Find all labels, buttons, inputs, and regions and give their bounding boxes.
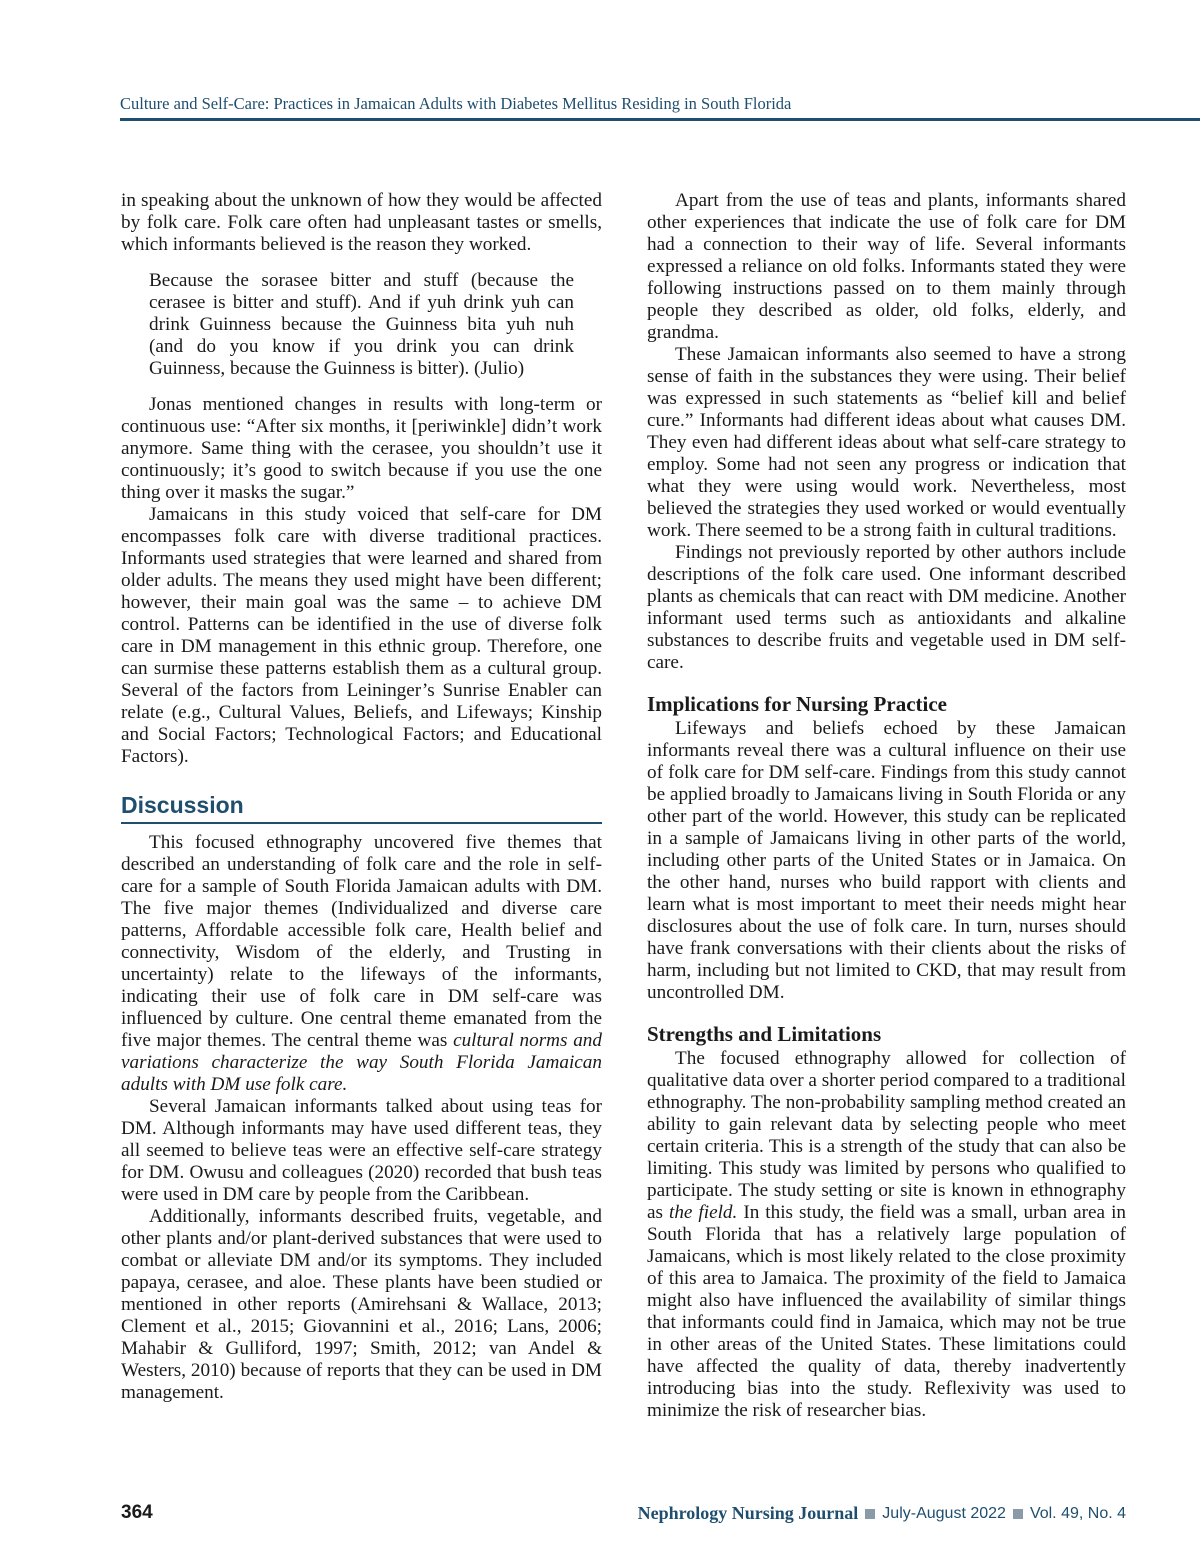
block-quote-text: Because the sorasee bitter and stuff (because the cerasee is bitter and stuff). And if yuh drink yuh can drink Guinness because the Guinness bita yuh nuh (and do you know if you drink you can drink Guinness, because the Guinness is bitter). (Julio)	[149, 270, 574, 379]
strengths-text-b: In this study, the field was a small, urban area in South Florida that has a relatively large population of Jamaicans, which is most likely related to the close proximity of this area to Jamaica. The proximity of the field to Jamaica might also have influenced the availability of similar things that informants could find in Jamaica, which may not be true in other areas of the United States. These limitations could have affected the quality of data, thereby inadvertently introducing bias into the study. Reflexivity was used to minimize the risk of researcher bias.	[647, 1202, 1126, 1421]
right-column	[647, 190, 1126, 1422]
paragraph-findings: Findings not previously reported by other authors include descriptions of the folk care used. One informant described plants as chemicals that can react with DM medicine. Another informant used terms such as antioxidants and alkaline substances to describe fruits and vegetable used in DM self-care.	[647, 542, 1126, 673]
paragraph-intro: in speaking about the unknown of how they would be affected by folk care. Folk care often had unpleasant tastes or smells, which informants believed is the reason they worked.	[121, 190, 602, 255]
block-quote	[149, 270, 574, 380]
running-header: Culture and Self-Care: Practices in Jamaican Adults with Diabetes Mellitus Residing in South Florida	[120, 94, 792, 113]
volume-number: Vol. 49, No. 4	[1029, 1504, 1126, 1522]
strengths-heading: Strengths and Limitations	[647, 1022, 882, 1046]
paragraph-jonas: Jonas mentioned changes in results with long-term or continuous use: “After six months, it [periwinkle] didn’t work anymore. Same thing with the cerasee, you shouldn’t use it continuously; it’s good to switch because if you use the one thing over it masks the sugar.”	[121, 394, 602, 503]
discussion-heading: Discussion	[121, 790, 602, 824]
strengths-text-a: The focused ethnography allowed for collection of qualitative data over a shorter period compared to a traditional ethnography. The non-probability sampling method created an ability to gain relevant data by selecting people who meet certain criteria. This is a strength of the study that can also be limiting. This study was limited by persons who qualified to participate. The study setting or site is known in ethnography as	[647, 1048, 1126, 1223]
paragraph-faith: These Jamaican informants also seemed to have a strong sense of faith in the substances they were using. Their belief was expressed in such statements as “belief kill and belief cure.” Informants had different ideas about what causes DM. They even had different ideas about what self-care strategy to employ. Some had not seen any progress or indication that what they were using would work. Nevertheless, most believed the strategies they used worked or would eventually work. There seemed to be a strong faith in cultural traditions.	[647, 344, 1126, 541]
central-theme-italic: cultural norms and variations characterize the way South Florida Jamaican adults with DM use folk care.	[121, 1030, 602, 1095]
square-separator-icon	[1013, 1509, 1023, 1519]
paragraph-teas: Several Jamaican informants talked about using teas for DM. Although informants may have used different teas, they all seemed to believe teas were an effective self-care strategy for DM. Owusu and colleagues (2020) recorded that bush teas were used in DM care by people from the Caribbean.	[121, 1096, 602, 1205]
paragraph-implications: Lifeways and beliefs echoed by these Jamaican informants reveal there was a cultural influence on their use of folk care for DM self-care. Findings from this study cannot be applied broadly to Jamaicans living in South Florida or any other part of the world. However, this study can be replicated in a sample of Jamaicans living in other parts of the world, including other parts of the United States or in Jamaica. On the other hand, nurses who build rapport with clients and learn what is most important to meet their needs might hear disclosures about the use of folk care. In turn, nurses should have frank conversations with their clients about the risks of harm, including but not limited to CKD, that may result from uncontrolled DM.	[647, 718, 1126, 1003]
journal-name: Nephrology Nursing Journal	[637, 1503, 859, 1523]
paragraph-jamaicans: Jamaicans in this study voiced that self-care for DM encompasses folk care with diverse traditional practices. Informants used strategies that were learned and shared from older adults. The means they used might have been different; however, their main goal was the same – to achieve DM control. Patterns can be identified in the use of diverse folk care in DM management in this ethnic group. Therefore, one can surmise these patterns establish them as a cultural group. Several of the factors from Leininger’s Sunrise Enabler can relate (e.g., Cultural Values, Beliefs, and Lifeways; Kinship and Social Factors; Technological Factors; and Educational Factors).	[121, 504, 602, 767]
paragraph-strengths	[647, 1048, 1126, 1422]
square-separator-icon	[865, 1509, 875, 1519]
left-column	[121, 190, 602, 1404]
page-number: 364	[121, 1502, 153, 1523]
issue-date: July-August 2022	[882, 1504, 1006, 1522]
paragraph-discussion-1	[121, 832, 602, 1096]
footer-journal-info	[638, 1503, 1126, 1524]
implications-heading: Implications for Nursing Practice	[647, 692, 947, 716]
paragraph-apart: Apart from the use of teas and plants, informants shared other experiences that indicate the use of folk care for DM had a connection to their way of life. Several informants expressed a reliance on old folks. Informants stated they were following instructions passed on to them mainly through people they described as older, old folks, elderly, and grandma.	[647, 190, 1126, 343]
discussion-1-text: This focused ethnography uncovered five themes that described an understanding of folk care and the role in self-care for a sample of South Florida Jamaican adults with DM. The five major themes (Individualized and diverse care patterns, Affordable accessible folk care, Health belief and connectivity, Wisdom of the elderly, and Trusting in uncertainty) relate to the lifeways of the informants, indicating their use of folk care in DM self-care was influenced by culture. One central theme emanated from the five major themes. The central theme was	[121, 832, 602, 1051]
the-field-italic: the field.	[668, 1202, 738, 1223]
header-rule	[120, 118, 1200, 121]
paragraph-fruits: Additionally, informants described fruits, vegetable, and other plants and/or plant-derived substances that were used to combat or alleviate DM and/or its symptoms. They included papaya, cerasee, and aloe. These plants have been studied or mentioned in other reports (Amirehsani & Wallace, 2013; Clement et al., 2015; Giovannini et al., 2016; Lans, 2006; Mahabir & Gulliford, 1997; Smith, 2012; van Andel & Westers, 2010) because of reports that they can be used in DM management.	[121, 1206, 602, 1403]
